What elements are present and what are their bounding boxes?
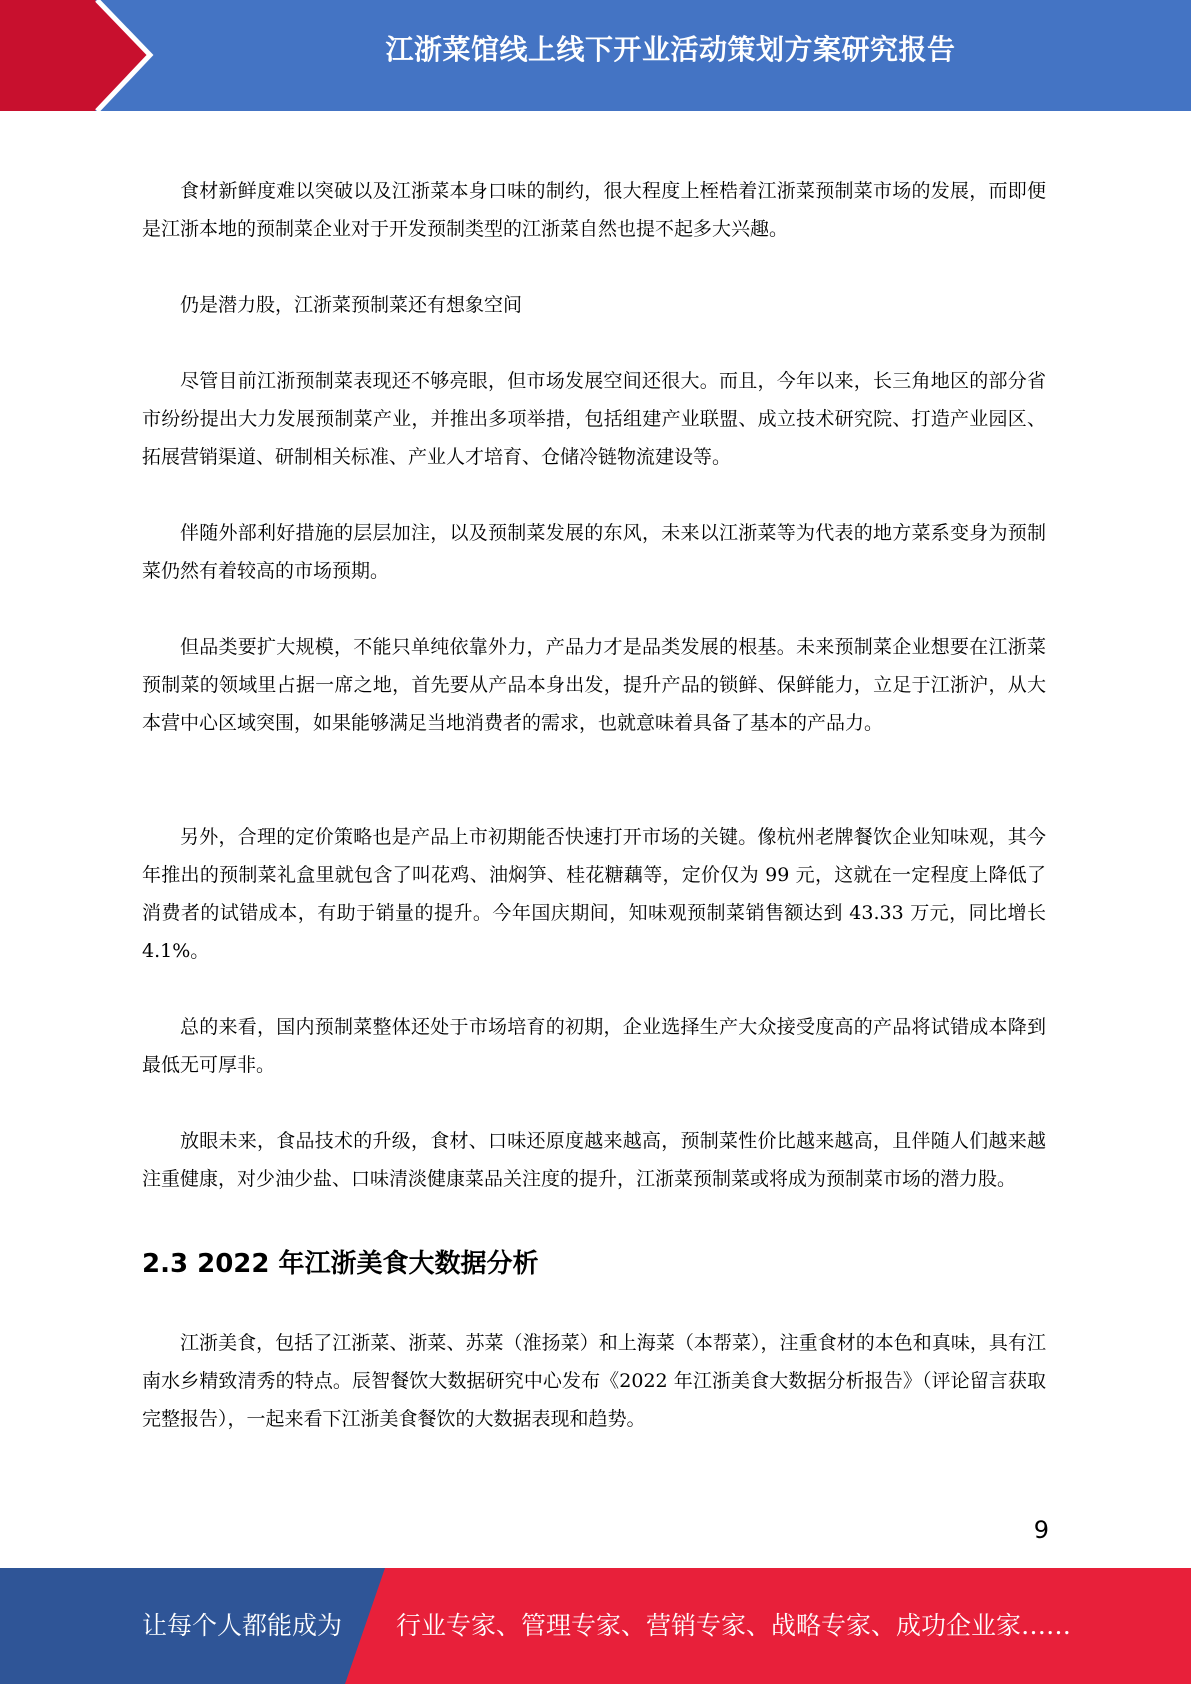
header-title: 江浙菜馆线上线下开业活动策划方案研究报告 [385, 33, 956, 66]
paragraph-3: 尽管目前江浙预制菜表现还不够亮眼，但市场发展空间还很大。而且，今年以来，长三角地区的部分省市纷纷提出大力发展预制菜产业，并推出多项举措，包括组建产业联盟、成立技术研究院、打造产业园区、拓展营销渠道、研制相关标准、产业人才培育、仓储冷链物流建设等。 [142, 370, 1046, 468]
section-heading: 2.3 2022 年江浙美食大数据分析 [142, 1249, 539, 1279]
section-paragraph: 江浙美食，包括了江浙菜、浙菜、苏菜（淮扬菜）和上海菜（本帮菜），注重食材的本色和真味，具有江南水乡精致清秀的特点。辰智餐饮大数据研究中心发布《2022 年江浙美食大数据分析报告》（评论留言获取完整报告），一起来看下江浙美食餐饮的大数据表现和趋势。 [142, 1332, 1046, 1430]
paragraph-4: 伴随外部利好措施的层层加注，以及预制菜发展的东风，未来以江浙菜等为代表的地方菜系变身为预制菜仍然有着较高的市场预期。 [142, 522, 1046, 582]
page-number: 9 [1033, 1516, 1049, 1544]
footer-slogan-right: 行业专家、管理专家、营销专家、战略专家、成功企业家…… [396, 1611, 1072, 1640]
page-footer [0, 1568, 1191, 1684]
paragraph-5: 但品类要扩大规模，不能只单纯依靠外力，产品力才是品类发展的根基。未来预制菜企业想要在江浙菜预制菜的领域里占据一席之地，首先要从产品本身出发，提升产品的锁鲜、保鲜能力，立足于江浙沪，从大本营中心区域突围，如果能够满足当地消费者的需求，也就意味着具备了基本的产品力。 [142, 636, 1046, 734]
page-header [0, 0, 1191, 111]
paragraph-7: 总的来看，国内预制菜整体还处于市场培育的初期，企业选择生产大众接受度高的产品将试错成本降到最低无可厚非。 [142, 1016, 1046, 1076]
paragraph-1: 食材新鲜度难以突破以及江浙菜本身口味的制约，很大程度上桎梏着江浙菜预制菜市场的发展，而即便是江浙本地的预制菜企业对于开发预制类型的江浙菜自然也提不起多大兴趣。 [142, 180, 1046, 240]
footer-slogan-left: 让每个人都能成为 [142, 1611, 343, 1640]
document-body [142, 172, 1046, 1438]
paragraph-2: 仍是潜力股，江浙菜预制菜还有想象空间 [180, 294, 523, 316]
paragraph-8: 放眼未来，食品技术的升级，食材、口味还原度越来越高，预制菜性价比越来越高，且伴随人们越来越注重健康，对少油少盐、口味清淡健康菜品关注度的提升，江浙菜预制菜或将成为预制菜市场的潜力股。 [142, 1130, 1046, 1190]
paragraph-6: 另外，合理的定价策略也是产品上市初期能否快速打开市场的关键。像杭州老牌餐饮企业知味观，其今年推出的预制菜礼盒里就包含了叫花鸡、油焖笋、桂花糖藕等，定价仅为 99 元，这就在一定程度上降低了消费者的试错成本，有助于销量的提升。今年国庆期间，知味观预制菜销售额达到 43.33 万元，同比增长 4.1%。 [142, 826, 1046, 962]
